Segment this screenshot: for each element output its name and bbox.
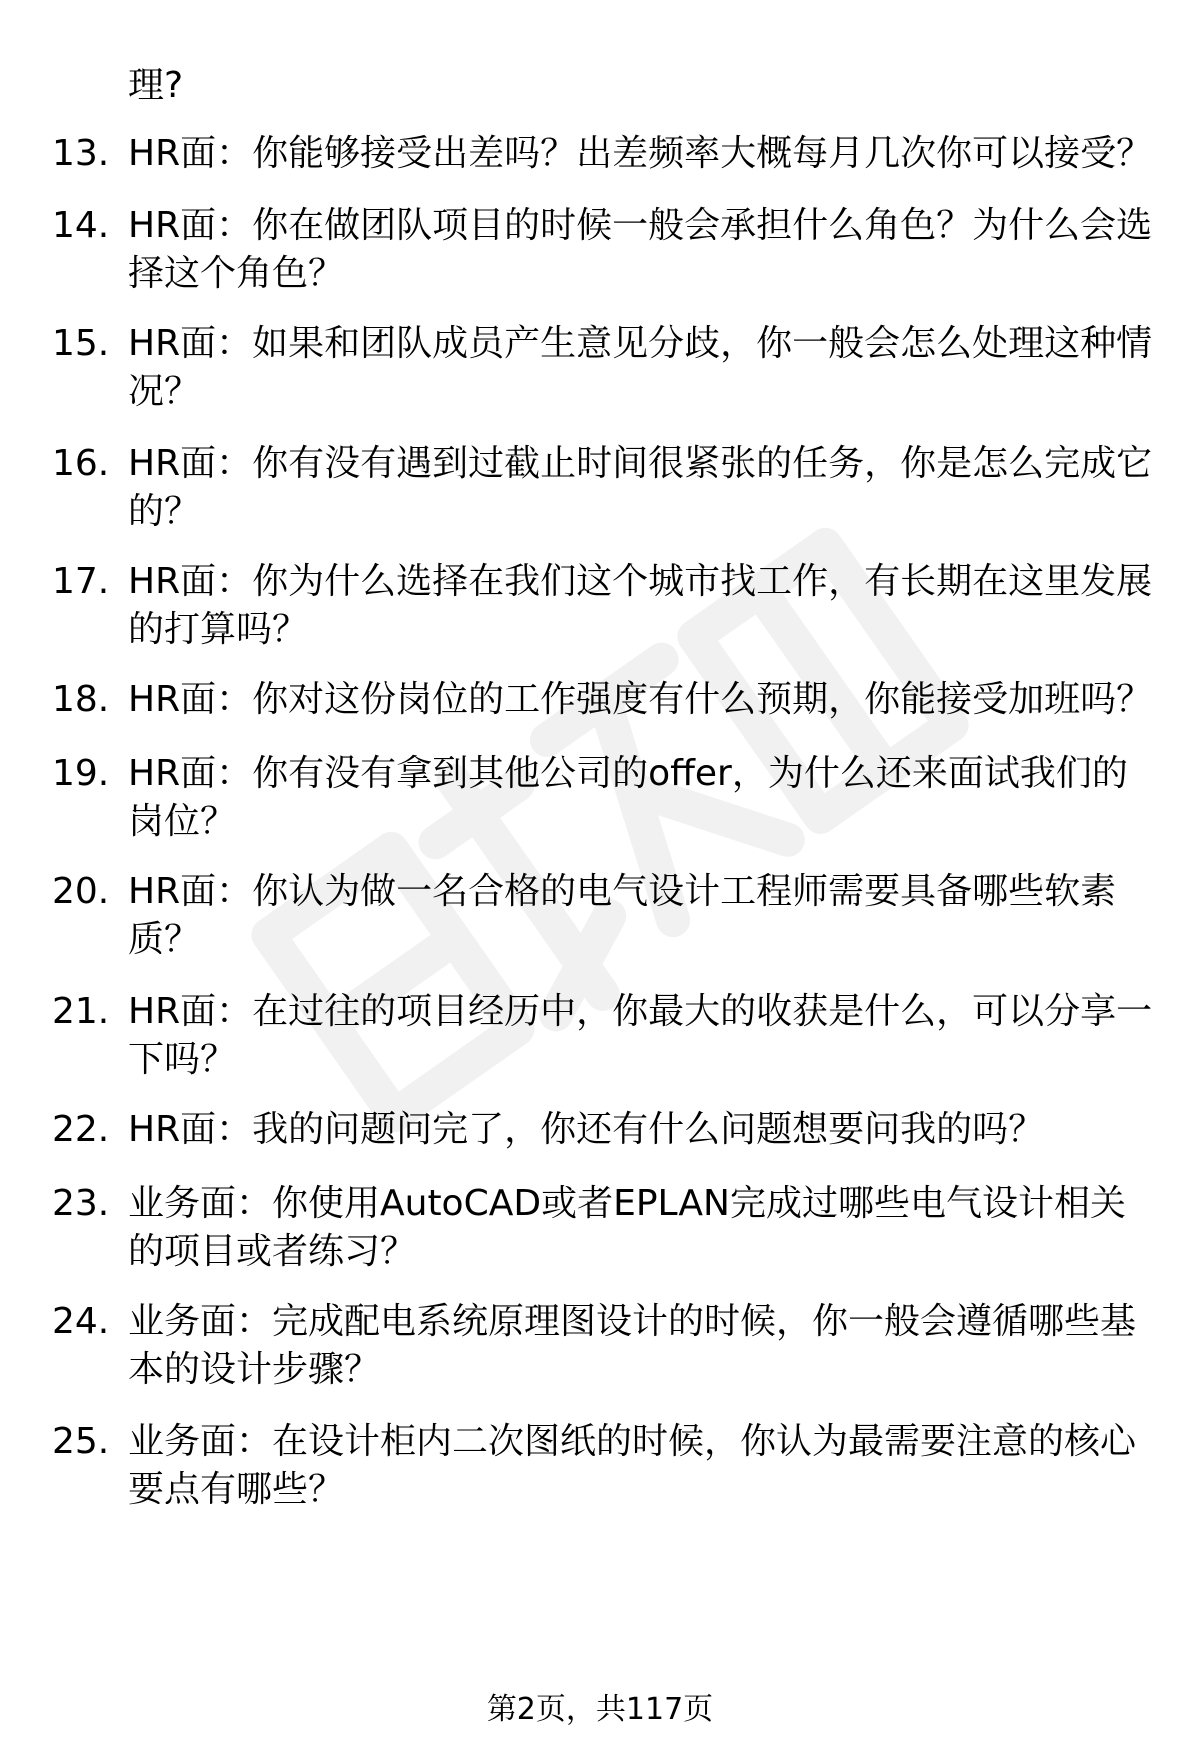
item-number: 13. — [52, 133, 110, 174]
item-number: 17. — [52, 561, 110, 602]
item-text: 业务面：完成配电系统原理图设计的时候，你一般会遵循哪些基本的设计步骤？ — [128, 1301, 1137, 1390]
item-number: 19. — [52, 753, 110, 794]
item-text: HR面：你能够接受出差吗？出差频率大概每月几次你可以接受？ — [128, 133, 1153, 174]
item-text: HR面：你对这份岗位的工作强度有什么预期，你能接受加班吗？ — [128, 679, 1153, 720]
item-text: HR面：我的问题问完了，你还有什么问题想要问我的吗？ — [128, 1109, 1045, 1150]
item-number: 15. — [52, 323, 110, 364]
item-number: 22. — [52, 1109, 110, 1150]
item-number: 23. — [52, 1183, 110, 1224]
item-number: 24. — [52, 1301, 110, 1342]
item-number: 20. — [52, 871, 110, 912]
item-text: HR面：你有没有拿到其他公司的offer，为什么还来面试我们的岗位？ — [128, 753, 1128, 842]
item-text: 业务面：你使用AutoCAD或者EPLAN完成过哪些电气设计相关的项目或者练习？ — [128, 1183, 1126, 1272]
item-number: 14. — [52, 205, 110, 246]
page-footer: 第2页，共117页 — [486, 1692, 714, 1727]
item-text: HR面：你认为做一名合格的电气设计工程师需要具备哪些软素质？ — [128, 871, 1117, 960]
item-number: 18. — [52, 679, 110, 720]
item-text: HR面：如果和团队成员产生意见分歧，你一般会怎么处理这种情况？ — [128, 323, 1153, 412]
item-number: 25. — [52, 1421, 110, 1462]
item-text: HR面：在过往的项目经历中，你最大的收获是什么，可以分享一下吗？ — [128, 991, 1153, 1080]
item-text: HR面：你在做团队项目的时候一般会承担什么角色？为什么会选择这个角色？ — [128, 205, 1153, 294]
item-number: 16. — [52, 443, 110, 484]
continuation-text: 理? — [128, 65, 184, 106]
item-text: HR面：你为什么选择在我们这个城市找工作，有长期在这里发展的打算吗？ — [128, 561, 1153, 650]
item-text: 业务面：在设计柜内二次图纸的时候，你认为最需要注意的核心要点有哪些？ — [128, 1421, 1137, 1510]
item-number: 21. — [52, 991, 110, 1032]
item-text: HR面：你有没有遇到过截止时间很紧张的任务，你是怎么完成它的？ — [128, 443, 1153, 532]
